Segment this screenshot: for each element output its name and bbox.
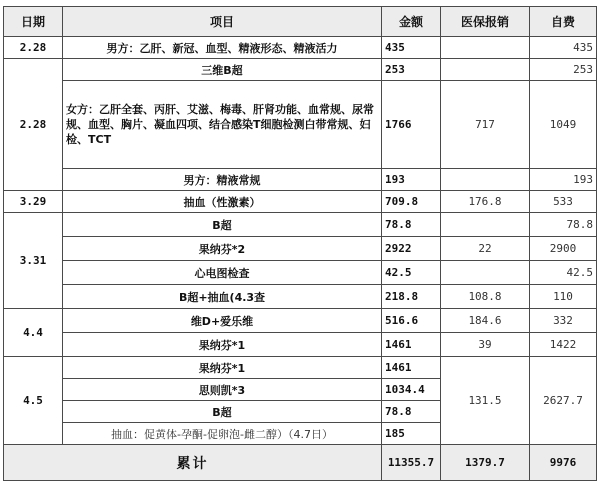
expense-table [3,6,597,481]
amount-cell: 435 [382,37,441,59]
amount-cell: 253 [382,59,441,81]
insurance-cell [441,213,530,237]
date-cell: 2.28 [4,59,63,191]
table-row [4,81,597,169]
item-cell: B超 [63,401,382,423]
table-row [4,357,597,379]
item-cell: 抽血：促黄体-孕酮-促卵泡-雌二醇）（4.7日） [63,423,382,445]
date-cell: 4.4 [4,309,63,357]
insurance-cell [441,59,530,81]
amount-cell: 709.8 [382,191,441,213]
item-cell: 三维B超 [63,59,382,81]
self-pay-cell: 42.5 [530,261,597,285]
amount-cell: 1461 [382,333,441,357]
item-cell: 抽血（性激素） [63,191,382,213]
total-self-pay: 9976 [530,445,597,481]
table-row [4,191,597,213]
item-cell: 男方：精液常规 [63,169,382,191]
self-pay-cell: 78.8 [530,213,597,237]
table-row [4,213,597,237]
date-cell: 3.31 [4,213,63,309]
amount-cell: 1034.4 [382,379,441,401]
amount-cell: 218.8 [382,285,441,309]
date-cell: 2.28 [4,37,63,59]
table-row [4,37,597,59]
insurance-cell: 717 [441,81,530,169]
insurance-cell: 131.5 [441,357,530,445]
total-insurance: 1379.7 [441,445,530,481]
date-cell: 4.5 [4,357,63,445]
header-amount: 金额 [382,7,441,37]
amount-cell: 185 [382,423,441,445]
amount-cell: 1766 [382,81,441,169]
total-label: 累计 [4,445,382,481]
total-row [4,445,597,481]
table-row [4,169,597,191]
item-cell: 思则凯*3 [63,379,382,401]
table-row [4,59,597,81]
item-cell: B超 [63,213,382,237]
item-cell: B超+抽血(4.3查 [63,285,382,309]
amount-cell: 78.8 [382,213,441,237]
self-pay-cell: 1049 [530,81,597,169]
self-pay-cell: 193 [530,169,597,191]
header-insurance: 医保报销 [441,7,530,37]
table-row [4,333,597,357]
table-row [4,285,597,309]
self-pay-cell: 253 [530,59,597,81]
item-cell: 女方：乙肝全套、丙肝、艾滋、梅毒、肝肾功能、血常规、尿常规、血型、胸片、凝血四项、结合感染T细胞检测白带常规、妇检、TCT [63,81,382,169]
amount-cell: 42.5 [382,261,441,285]
table-row [4,261,597,285]
header-self-pay: 自费 [530,7,597,37]
insurance-cell: 108.8 [441,285,530,309]
item-cell: 果纳芬*2 [63,237,382,261]
date-cell: 3.29 [4,191,63,213]
self-pay-cell: 1422 [530,333,597,357]
self-pay-cell: 2900 [530,237,597,261]
amount-cell: 78.8 [382,401,441,423]
amount-cell: 516.6 [382,309,441,333]
amount-cell: 2922 [382,237,441,261]
item-cell: 果纳芬*1 [63,333,382,357]
insurance-cell: 22 [441,237,530,261]
table-row [4,309,597,333]
self-pay-cell: 110 [530,285,597,309]
total-amount: 11355.7 [382,445,441,481]
insurance-cell [441,169,530,191]
header-date: 日期 [4,7,63,37]
insurance-cell [441,37,530,59]
self-pay-cell: 435 [530,37,597,59]
self-pay-cell: 2627.7 [530,357,597,445]
item-cell: 维D+爱乐维 [63,309,382,333]
insurance-cell: 184.6 [441,309,530,333]
item-cell: 男方：乙肝、新冠、血型、精液形态、精液活力 [63,37,382,59]
table-row [4,237,597,261]
insurance-cell: 176.8 [441,191,530,213]
amount-cell: 193 [382,169,441,191]
header-row [4,7,597,37]
item-cell: 心电图检查 [63,261,382,285]
insurance-cell: 39 [441,333,530,357]
item-cell: 果纳芬*1 [63,357,382,379]
header-item: 项目 [63,7,382,37]
self-pay-cell: 533 [530,191,597,213]
insurance-cell [441,261,530,285]
self-pay-cell: 332 [530,309,597,333]
amount-cell: 1461 [382,357,441,379]
